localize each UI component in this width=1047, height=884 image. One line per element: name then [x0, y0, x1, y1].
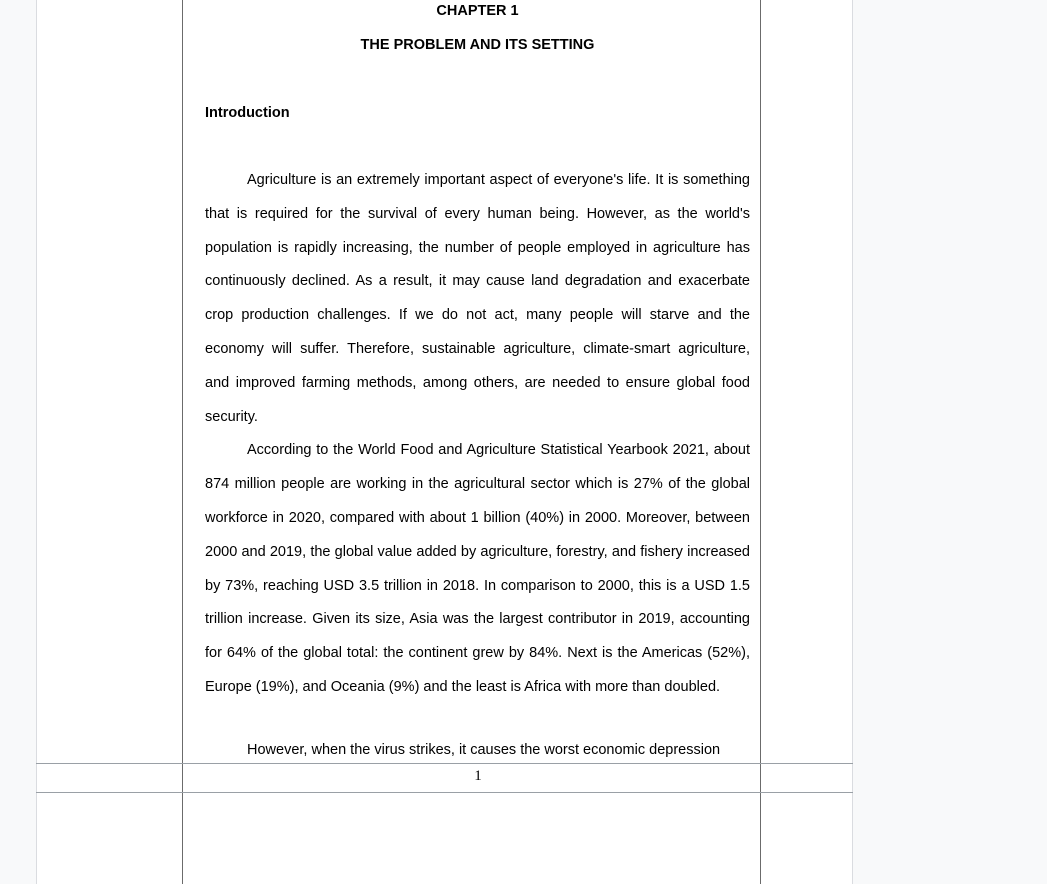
- paragraph: Agriculture is an extremely important aspect of everyone's life. It is something that is required for the survival of every human being. However, as the world's population is rapidly increasing, the number of people employed in agriculture has continuously declined. As a result, it may cause land degradation and exacerbate crop production challenges. If we do not act, many people will starve and the economy will suffer. Therefore, sustainable agriculture, climate-smart agriculture, and improved farming methods, among others, are needed to ensure global food security.: [205, 172, 750, 425]
- paragraph: According to the World Food and Agriculture Statistical Yearbook 2021, about 874 million people are working in the agricultural sector which is 27% of the global workforce in 2020, compared with about 1 billion (40%) in 2000. Moreover, between 2000 and 2019, the global value added by agriculture, forestry, and fishery increased by 73%, reaching USD 3.5 trillion in 2018. In comparison to 2000, this is a USD 1.5 trillion increase. Given its size, Asia was the largest contributor in 2019, accounting for 64% of the global total: the continent grew by 84%. Next is the Americas (52%), Europe (19%), and Oceania (9%) and the least is Africa with more than doubled.: [205, 442, 750, 695]
- footer-bottom-guide: [36, 792, 853, 793]
- paragraph-continued: However, when the virus strikes, it causes the worst economic depression: [247, 742, 721, 758]
- section-heading: Introduction: [205, 105, 290, 121]
- page-number: 1: [474, 768, 482, 784]
- chapter-number: CHAPTER 1: [436, 3, 519, 19]
- left-margin-guide: [182, 0, 183, 884]
- body-text: [205, 164, 750, 705]
- right-margin-guide: [760, 0, 761, 884]
- chapter-title: THE PROBLEM AND ITS SETTING: [360, 37, 595, 53]
- footer-top-guide: [36, 763, 853, 764]
